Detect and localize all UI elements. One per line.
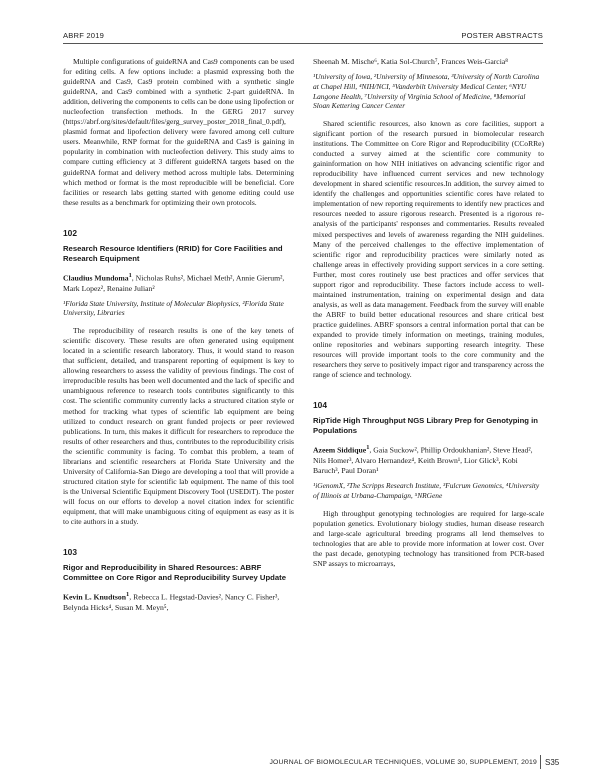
header-section: POSTER ABSTRACTS bbox=[461, 31, 543, 40]
header-conference: ABRF 2019 bbox=[63, 31, 105, 40]
footer-rule bbox=[540, 755, 541, 769]
abstract-body: The reproducibility of research results is one of the key tenets of scientific discovery. These results are often generated using equipment located in a scientific research laboratory. Thus, it would stand to reason that sufficient, detailed, and transparent reporting of equipment is key to allowing researchers to assess the validity of previous findings. The cost of irreproducible results has been well documented and the lack of specific and unambiguous reference to research tools contributes significantly to this cost. The scientific community currently lacks a structured citation style or method for tracking what types of scientific lab equipment are being utilized to conduct research on grant funded projects or peer reviewed publications. In turn, this makes it difficult for researchers to reproduce the results of other researchers and thus, contributes to the reproducibility crisis the scientific community is facing. To combat this problem, a team of librarians and scientific researchers at Florida State University and the University of California-San Diego are developing a tool that will provide a structured citation style for scientific lab equipment. The name of this tool is the Universal Scientific Equipment Discovery Tool (USEDiT). The poster will focus on our efforts to develop a novel citation index for scientific equipment, that will make unambiguous citing of equipment as easy as it is to cite authors in a study. bbox=[63, 326, 294, 527]
co-authors: , Rebecca L. Hegstad-Davies², Nancy C. Fisher³, Belynda Hicks⁴, Susan M. Meyn⁵, bbox=[63, 592, 280, 612]
abstract-number: 102 bbox=[63, 227, 77, 238]
affiliations: ¹iGenomX, ²The Scripps Research Institute, ³Fulcrum Genomics, ⁴University of Illinois at Urbana-Champaign, ⁵NRGene bbox=[313, 481, 540, 501]
author-list bbox=[63, 590, 294, 613]
lead-author-sup: 1 bbox=[126, 591, 130, 599]
author-list-continued: Sheenah M. Mische⁶, Katia Sol-Church⁷, Frances Weis-Garcia⁸ bbox=[313, 57, 508, 66]
co-authors: , Gaia Suckow², Phillip Ordoukhanian², Steve Head², Nils Homer³, Alvaro Hernandez⁴, Keith Brown¹, Lior Glick³, Kobi Baruch³, Paul Doran¹ bbox=[313, 445, 533, 476]
author-list bbox=[313, 443, 544, 476]
continued-paragraph: Multiple configurations of guideRNA and Cas9 components can be used for editing cells. A few options include: a plasmid expressing both the guideRNA and Cas9, Cas9 protein combined with a synthetic single guideRNA, and Cas9 combined with a synthetic 2-part guideRNA. In addition, delivering the components to cells can be done using lipofection or nucleofection transfection methods. In the GERG 2017 survey (https://abrf.org/sites/default/files/gerg_survey_poster_2018_final_0.pdf), plasmid format and lipofection delivery were favored among cell culture users. Meanwhile, RNP format for the guideRNA and Cas9 is gaining in popularity in combination with nucleofection delivery. This study aims to compare cutting efficiency at 3 different guideRNA targets based on the guideRNA format and delivery method across multiple labs. Determining which method or format is the most reproducible will be beneficial. Core facilities or research labs getting started with genome editing could use these results as a benchmark for optimizing their own protocols. bbox=[63, 57, 294, 207]
affiliations: ¹University of Iowa, ²University of Minnesota, ³University of North Carolina at Chapel Hill, ⁴NIH/NCI, ⁵Vanderbilt University Medical Center, ⁶NYU Langone Health, ⁷University of Virginia School of Medicine, ⁸Memorial Sloan Kettering Cancer Center bbox=[313, 72, 540, 111]
abstract-title: RipTide High Throughput NGS Library Prep for Genotyping in Populations bbox=[313, 416, 538, 436]
page-number: S35 bbox=[545, 758, 560, 767]
abstract-103 bbox=[63, 547, 294, 613]
affiliations: ¹Florida State University, Institute of Molecular Biophysics, ²Florida State University, Libraries bbox=[63, 298, 284, 318]
right-column bbox=[313, 57, 544, 569]
abstract-number: 104 bbox=[313, 400, 327, 411]
footer-journal: JOURNAL OF BIOMOLECULAR TECHNIQUES, VOLUME 30, SUPPLEMENT, 2019 bbox=[269, 759, 537, 766]
lead-author-sup: 1 bbox=[366, 444, 370, 452]
lead-author-sup: 1 bbox=[128, 271, 132, 279]
lead-author: Azeem Siddique bbox=[313, 445, 367, 455]
abstract-102 bbox=[63, 228, 294, 527]
abstract-104 bbox=[313, 400, 544, 569]
lead-author: Kevin L. Knudtson bbox=[63, 592, 127, 602]
author-list bbox=[63, 271, 294, 294]
abstract-body: Shared scientific resources, also known as core facilities, support a significant portion of the research pursued in biomolecular research institutions. The Committee on Core Rigor and Reproducibility (CCoRRe) conducted a survey aimed at the scientific core community to gaininformation on how NIH initiatives on advancing scientific rigor and reproducibility have influenced current services and new technology development in shared scientific resources.In addition, the survey aimed to identify the challenges and opportunities scientific cores have related to implementation of new reporting requirements to identify new practices and resources needed to assure rigorous research. Presented is a rigorous re-analysis of the participants' responses and commentaries. Results revealed mixed perspectives and levels of awareness regarding the NIH guidelines. Many of the perceived challenges to the effective implementation of scientific rigor and reproducibility practices were similarly noted as challenge areas in effectively providing support services in a core setting. Further, most cores routinely use best practices and offer services that support rigor and reproducibility. These factors include access to well-maintained instrumentation, training on experimental design and data analysis, as well as data management. Feedback from the survey will enable the ABRF to build better educational resources and share critical best practice guidelines. ABRF sponsors a central information portal that can be expanded to provide timely information on meetings, training modules, online repositories and webinars supporting research integrity. These resources will provide important tools to the core community and the researchers they serve to positively impact rigor and transparency across the range of science and technology. bbox=[313, 119, 544, 380]
running-header bbox=[63, 27, 543, 41]
header-rule bbox=[63, 43, 543, 44]
left-column bbox=[63, 57, 294, 618]
co-authors: , Nicholas Ruhs², Michael Meth², Annie Gierum², Mark Lopez², Renaine Julian² bbox=[63, 273, 285, 293]
abstract-body: High throughput genotyping technologies are required for large-scale population genetics. Evolutionary biology studies, human disease research and large-scale agricultural breeding programs all lend themselves to technologies that are able to provide more information at lower cost. Over the past decade, genotyping technology has transitioned from PCR-based SNP assays to microarrays, bbox=[313, 508, 544, 569]
abstract-number: 103 bbox=[63, 547, 77, 558]
abstract-title: Rigor and Reproducibility in Shared Resources: ABRF Committee on Core Rigor and Reproducibility Survey Update bbox=[63, 563, 286, 583]
abstract-title: Research Resource Identifiers (RRID) for Core Facilities and Research Equipment bbox=[63, 243, 283, 263]
lead-author: Claudius Mundoma bbox=[63, 273, 129, 283]
